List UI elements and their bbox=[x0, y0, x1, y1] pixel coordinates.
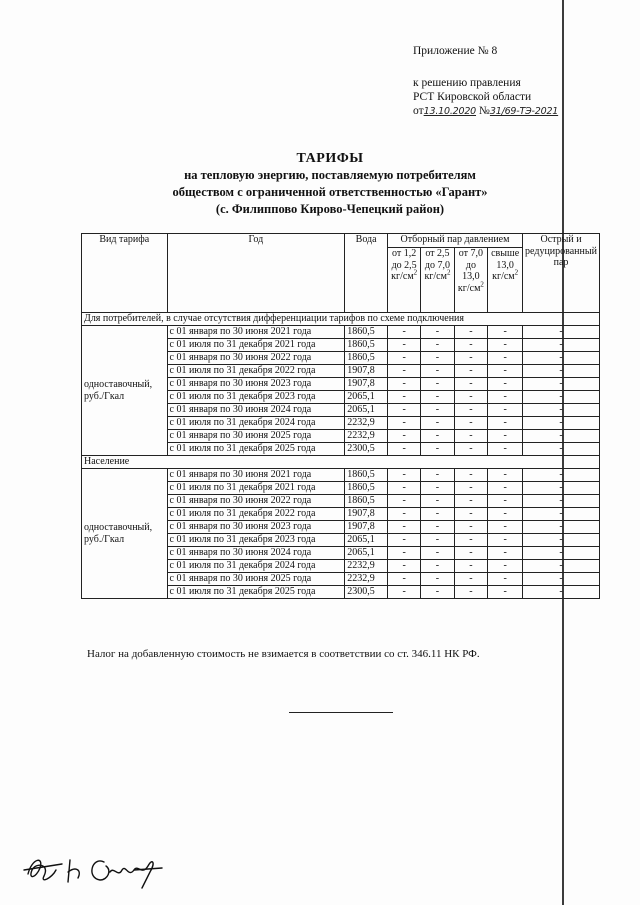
period-cell: с 01 января по 30 июня 2023 года bbox=[167, 378, 345, 391]
period-cell: с 01 января по 30 июня 2021 года bbox=[167, 469, 345, 482]
empty-tariff-cell: - bbox=[421, 352, 454, 365]
empty-tariff-cell: - bbox=[454, 508, 488, 521]
water-tariff-cell: 1860,5 bbox=[345, 339, 388, 352]
empty-tariff-cell: - bbox=[454, 586, 488, 599]
empty-tariff-cell: - bbox=[388, 404, 421, 417]
tariff-table bbox=[81, 233, 600, 599]
empty-tariff-cell: - bbox=[421, 495, 454, 508]
empty-tariff-cell: - bbox=[421, 365, 454, 378]
empty-tariff-cell: - bbox=[421, 560, 454, 573]
empty-tariff-cell: - bbox=[523, 404, 600, 417]
empty-tariff-cell: - bbox=[421, 547, 454, 560]
empty-tariff-cell: - bbox=[488, 573, 523, 586]
section-title: Население bbox=[82, 456, 600, 469]
empty-tariff-cell: - bbox=[488, 378, 523, 391]
empty-tariff-cell: - bbox=[454, 326, 488, 339]
authority-line: РСТ Кировской области bbox=[413, 91, 532, 103]
empty-tariff-cell: - bbox=[454, 443, 488, 456]
empty-tariff-cell: - bbox=[454, 495, 488, 508]
period-cell: с 01 января по 30 июня 2022 года bbox=[167, 352, 345, 365]
table-row bbox=[82, 326, 600, 339]
signature-icon bbox=[22, 848, 172, 892]
tariff-kind-cell: одноставочный, руб./Гкал bbox=[82, 326, 168, 456]
empty-tariff-cell: - bbox=[388, 560, 421, 573]
water-tariff-cell: 2065,1 bbox=[345, 547, 388, 560]
tariff-kind-cell: одноставочный, руб./Гкал bbox=[82, 469, 168, 599]
empty-tariff-cell: - bbox=[388, 326, 421, 339]
empty-tariff-cell: - bbox=[523, 586, 600, 599]
water-tariff-cell: 2065,1 bbox=[345, 391, 388, 404]
empty-tariff-cell: - bbox=[454, 469, 488, 482]
empty-tariff-cell: - bbox=[421, 482, 454, 495]
water-tariff-cell: 2232,9 bbox=[345, 417, 388, 430]
title-line-3: (с. Филиппово Кирово-Чепецкий район) bbox=[215, 202, 445, 216]
water-tariff-cell: 2300,5 bbox=[345, 443, 388, 456]
section-row bbox=[82, 313, 600, 326]
empty-tariff-cell: - bbox=[523, 326, 600, 339]
period-cell: с 01 июля по 31 декабря 2021 года bbox=[167, 339, 345, 352]
empty-tariff-cell: - bbox=[488, 339, 523, 352]
decision-line: к решению правления bbox=[413, 77, 521, 89]
empty-tariff-cell: - bbox=[488, 534, 523, 547]
water-tariff-cell: 1860,5 bbox=[345, 352, 388, 365]
section-title: Для потребителей, в случае отсутствия дифференциации тарифов по схеме подключения bbox=[82, 313, 600, 326]
empty-tariff-cell: - bbox=[454, 547, 488, 560]
empty-tariff-cell: - bbox=[388, 365, 421, 378]
empty-tariff-cell: - bbox=[388, 495, 421, 508]
period-cell: с 01 июля по 31 декабря 2023 года bbox=[167, 534, 345, 547]
empty-tariff-cell: - bbox=[523, 547, 600, 560]
empty-tariff-cell: - bbox=[454, 534, 488, 547]
empty-tariff-cell: - bbox=[523, 417, 600, 430]
empty-tariff-cell: - bbox=[388, 573, 421, 586]
empty-tariff-cell: - bbox=[488, 417, 523, 430]
header-water: Вода bbox=[345, 234, 388, 313]
empty-tariff-cell: - bbox=[388, 521, 421, 534]
empty-tariff-cell: - bbox=[421, 430, 454, 443]
empty-tariff-cell: - bbox=[421, 534, 454, 547]
period-cell: с 01 июля по 31 декабря 2023 года bbox=[167, 391, 345, 404]
water-tariff-cell: 1907,8 bbox=[345, 365, 388, 378]
empty-tariff-cell: - bbox=[388, 547, 421, 560]
empty-tariff-cell: - bbox=[454, 404, 488, 417]
empty-tariff-cell: - bbox=[454, 417, 488, 430]
empty-tariff-cell: - bbox=[421, 326, 454, 339]
empty-tariff-cell: - bbox=[454, 573, 488, 586]
water-tariff-cell: 2232,9 bbox=[345, 560, 388, 573]
empty-tariff-cell: - bbox=[421, 339, 454, 352]
tariff-table-body bbox=[82, 313, 600, 599]
empty-tariff-cell: - bbox=[421, 378, 454, 391]
empty-tariff-cell: - bbox=[488, 521, 523, 534]
period-cell: с 01 января по 30 июня 2025 года bbox=[167, 430, 345, 443]
empty-tariff-cell: - bbox=[388, 443, 421, 456]
water-tariff-cell: 1860,5 bbox=[345, 326, 388, 339]
empty-tariff-cell: - bbox=[523, 560, 600, 573]
empty-tariff-cell: - bbox=[421, 391, 454, 404]
appendix-header bbox=[413, 44, 558, 119]
empty-tariff-cell: - bbox=[523, 495, 600, 508]
empty-tariff-cell: - bbox=[488, 547, 523, 560]
empty-tariff-cell: - bbox=[488, 469, 523, 482]
period-cell: с 01 января по 30 июня 2024 года bbox=[167, 547, 345, 560]
empty-tariff-cell: - bbox=[454, 339, 488, 352]
water-tariff-cell: 2065,1 bbox=[345, 404, 388, 417]
water-tariff-cell: 1907,8 bbox=[345, 521, 388, 534]
period-cell: с 01 января по 30 июня 2025 года bbox=[167, 573, 345, 586]
empty-tariff-cell: - bbox=[454, 482, 488, 495]
period-cell: с 01 июля по 31 декабря 2024 года bbox=[167, 417, 345, 430]
empty-tariff-cell: - bbox=[488, 560, 523, 573]
period-cell: с 01 июля по 31 декабря 2022 года bbox=[167, 508, 345, 521]
period-cell: с 01 января по 30 июня 2023 года bbox=[167, 521, 345, 534]
empty-tariff-cell: - bbox=[388, 352, 421, 365]
empty-tariff-cell: - bbox=[523, 352, 600, 365]
empty-tariff-cell: - bbox=[523, 521, 600, 534]
empty-tariff-cell: - bbox=[488, 326, 523, 339]
empty-tariff-cell: - bbox=[523, 365, 600, 378]
empty-tariff-cell: - bbox=[488, 495, 523, 508]
header-steam-group: Отборный пар давлением bbox=[388, 234, 523, 248]
number-label: № bbox=[478, 105, 490, 117]
handwritten-date: 13.10.2020 bbox=[423, 106, 477, 117]
empty-tariff-cell: - bbox=[388, 378, 421, 391]
empty-tariff-cell: - bbox=[388, 508, 421, 521]
header-reduced-steam: Острый и редуцированный пар bbox=[523, 234, 600, 313]
empty-tariff-cell: - bbox=[488, 352, 523, 365]
header-year: Год bbox=[167, 234, 345, 313]
empty-tariff-cell: - bbox=[421, 521, 454, 534]
empty-tariff-cell: - bbox=[421, 508, 454, 521]
empty-tariff-cell: - bbox=[523, 469, 600, 482]
empty-tariff-cell: - bbox=[421, 404, 454, 417]
empty-tariff-cell: - bbox=[523, 508, 600, 521]
water-tariff-cell: 2065,1 bbox=[345, 534, 388, 547]
empty-tariff-cell: - bbox=[388, 339, 421, 352]
header-pressure-4: свыше 13,0 $кг/см^2$ bbox=[488, 248, 523, 313]
empty-tariff-cell: - bbox=[388, 430, 421, 443]
from-label: от bbox=[413, 105, 424, 117]
separator-line bbox=[289, 712, 393, 713]
period-cell: с 01 июля по 31 декабря 2024 года bbox=[167, 560, 345, 573]
empty-tariff-cell: - bbox=[488, 586, 523, 599]
period-cell: с 01 января по 30 июня 2024 года bbox=[167, 404, 345, 417]
period-cell: с 01 июля по 31 декабря 2025 года bbox=[167, 443, 345, 456]
empty-tariff-cell: - bbox=[388, 586, 421, 599]
empty-tariff-cell: - bbox=[421, 417, 454, 430]
empty-tariff-cell: - bbox=[488, 391, 523, 404]
empty-tariff-cell: - bbox=[454, 430, 488, 443]
empty-tariff-cell: - bbox=[421, 573, 454, 586]
empty-tariff-cell: - bbox=[523, 443, 600, 456]
empty-tariff-cell: - bbox=[523, 430, 600, 443]
empty-tariff-cell: - bbox=[454, 352, 488, 365]
period-cell: с 01 января по 30 июня 2021 года bbox=[167, 326, 345, 339]
empty-tariff-cell: - bbox=[454, 560, 488, 573]
date-number-line bbox=[413, 104, 558, 119]
empty-tariff-cell: - bbox=[523, 573, 600, 586]
appendix-number: Приложение № 8 bbox=[413, 45, 498, 57]
period-cell: с 01 июля по 31 декабря 2021 года bbox=[167, 482, 345, 495]
document-title bbox=[70, 150, 590, 218]
header-tariff-kind: Вид тарифа bbox=[82, 234, 168, 313]
empty-tariff-cell: - bbox=[388, 482, 421, 495]
water-tariff-cell: 2300,5 bbox=[345, 586, 388, 599]
header-pressure-3: от 7,0 до 13,0 $кг/см^2$ bbox=[454, 248, 488, 313]
water-tariff-cell: 1907,8 bbox=[345, 378, 388, 391]
empty-tariff-cell: - bbox=[523, 378, 600, 391]
empty-tariff-cell: - bbox=[454, 378, 488, 391]
water-tariff-cell: 1860,5 bbox=[345, 482, 388, 495]
empty-tariff-cell: - bbox=[523, 391, 600, 404]
empty-tariff-cell: - bbox=[488, 508, 523, 521]
empty-tariff-cell: - bbox=[488, 443, 523, 456]
empty-tariff-cell: - bbox=[421, 469, 454, 482]
water-tariff-cell: 1860,5 bbox=[345, 469, 388, 482]
vat-note: Налог на добавленную стоимость не взимается в соответствии со ст. 346.11 НК РФ. bbox=[87, 648, 480, 660]
empty-tariff-cell: - bbox=[488, 404, 523, 417]
empty-tariff-cell: - bbox=[421, 586, 454, 599]
empty-tariff-cell: - bbox=[388, 391, 421, 404]
period-cell: с 01 января по 30 июня 2022 года bbox=[167, 495, 345, 508]
water-tariff-cell: 1860,5 bbox=[345, 495, 388, 508]
title-line-2: обществом с ограниченной ответственностью «Гарант» bbox=[172, 185, 488, 199]
handwritten-number: 31/69-ТЭ-2021 bbox=[489, 106, 559, 117]
empty-tariff-cell: - bbox=[388, 469, 421, 482]
period-cell: с 01 июля по 31 декабря 2022 года bbox=[167, 365, 345, 378]
empty-tariff-cell: - bbox=[454, 365, 488, 378]
section-row bbox=[82, 456, 600, 469]
empty-tariff-cell: - bbox=[523, 534, 600, 547]
empty-tariff-cell: - bbox=[454, 521, 488, 534]
title-main: ТАРИФЫ bbox=[296, 151, 364, 166]
water-tariff-cell: 1907,8 bbox=[345, 508, 388, 521]
period-cell: с 01 июля по 31 декабря 2025 года bbox=[167, 586, 345, 599]
empty-tariff-cell: - bbox=[488, 430, 523, 443]
header-pressure-2: от 2,5 до 7,0 $кг/см^2$ bbox=[421, 248, 454, 313]
empty-tariff-cell: - bbox=[388, 417, 421, 430]
title-line-1: на тепловую энергию, поставляемую потребителям bbox=[184, 168, 476, 182]
empty-tariff-cell: - bbox=[488, 365, 523, 378]
water-tariff-cell: 2232,9 bbox=[345, 573, 388, 586]
empty-tariff-cell: - bbox=[523, 482, 600, 495]
empty-tariff-cell: - bbox=[488, 482, 523, 495]
header-pressure-1: от 1,2 до 2,5 $кг/см^2$ bbox=[388, 248, 421, 313]
water-tariff-cell: 2232,9 bbox=[345, 430, 388, 443]
empty-tariff-cell: - bbox=[421, 443, 454, 456]
empty-tariff-cell: - bbox=[388, 534, 421, 547]
empty-tariff-cell: - bbox=[454, 391, 488, 404]
empty-tariff-cell: - bbox=[523, 339, 600, 352]
table-row bbox=[82, 469, 600, 482]
